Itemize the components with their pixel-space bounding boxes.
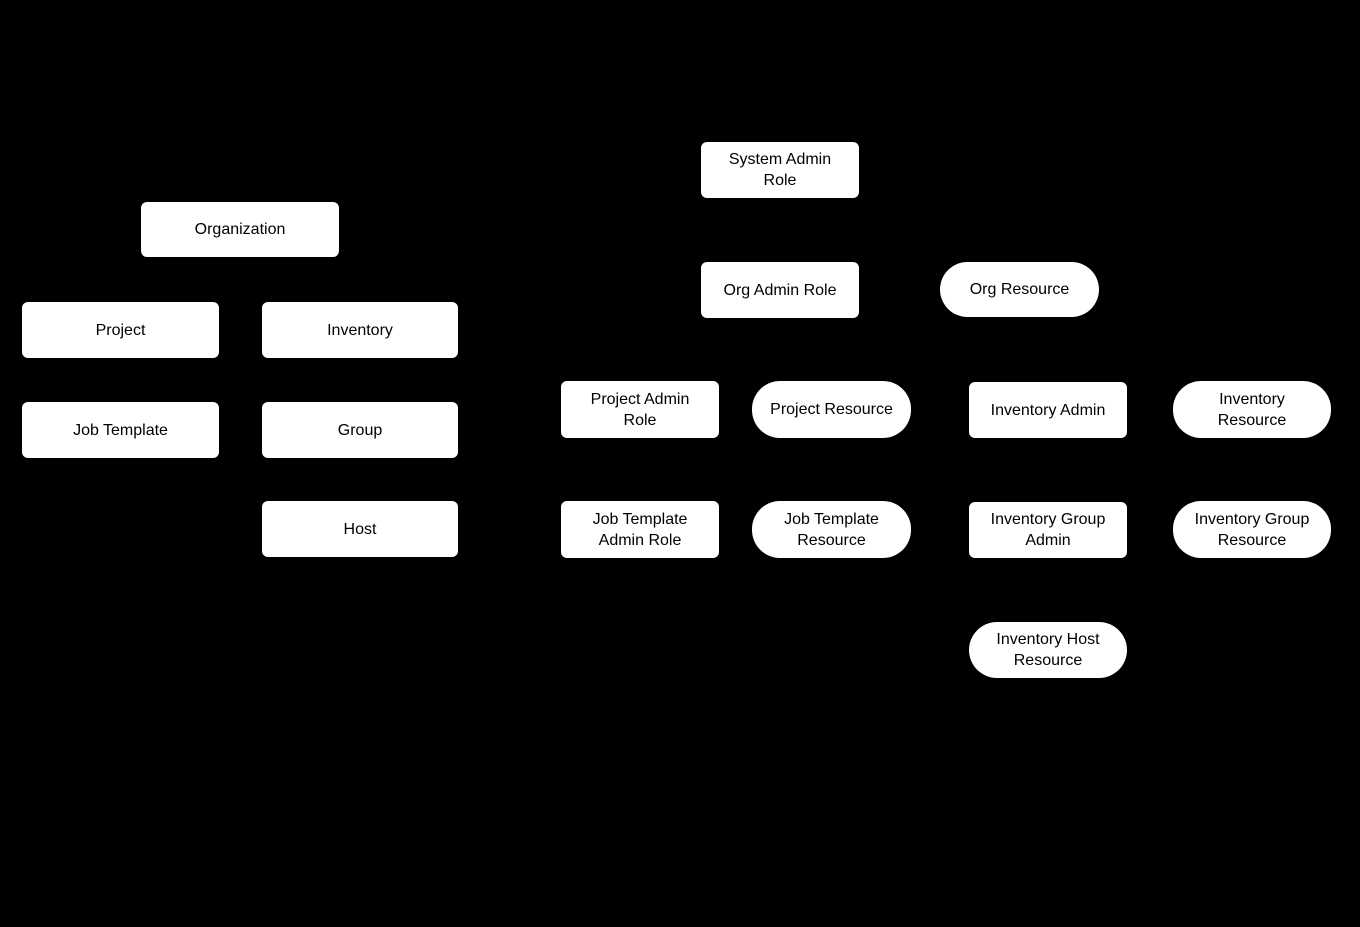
node-job-template-resource: Job Template Resource bbox=[752, 501, 911, 558]
node-inventory-host-resource: Inventory Host Resource bbox=[969, 622, 1127, 678]
node-system-admin-role: System Admin Role bbox=[701, 142, 859, 198]
node-project: Project bbox=[22, 302, 219, 358]
node-host: Host bbox=[262, 501, 458, 557]
node-inventory: Inventory bbox=[262, 302, 458, 358]
node-group: Group bbox=[262, 402, 458, 458]
node-inventory-group-resource: Inventory Group Resource bbox=[1173, 501, 1331, 558]
node-inventory-resource: Inventory Resource bbox=[1173, 381, 1331, 438]
node-job-template-admin-role: Job Template Admin Role bbox=[561, 501, 719, 558]
node-org-resource: Org Resource bbox=[940, 262, 1099, 317]
node-organization: Organization bbox=[141, 202, 339, 257]
node-project-resource: Project Resource bbox=[752, 381, 911, 438]
node-inventory-group-admin: Inventory Group Admin bbox=[969, 502, 1127, 558]
node-project-admin-role: Project Admin Role bbox=[561, 381, 719, 438]
node-job-template: Job Template bbox=[22, 402, 219, 458]
node-inventory-admin: Inventory Admin bbox=[969, 382, 1127, 438]
node-org-admin-role: Org Admin Role bbox=[701, 262, 859, 318]
